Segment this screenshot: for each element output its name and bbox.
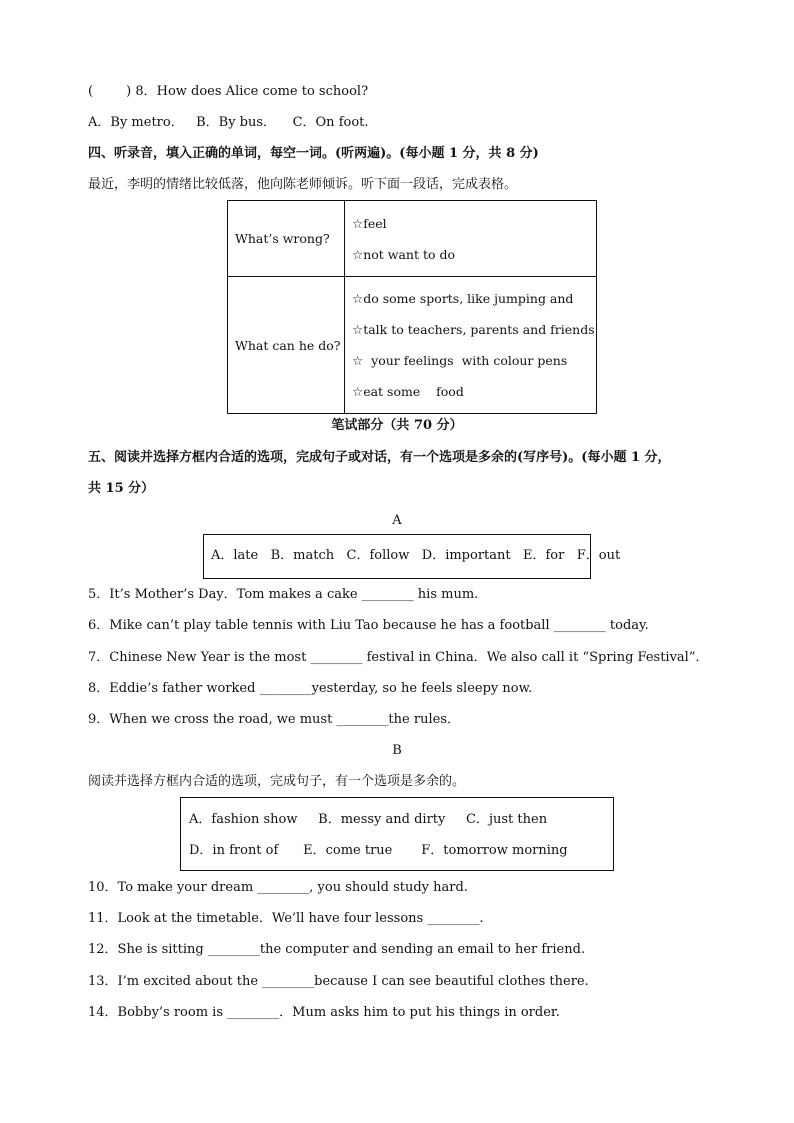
table-question-cell: What can he do? [228,277,345,414]
answer-item: ☆feel [352,215,387,231]
answer-item: ☆not want to do [352,246,456,262]
part-b-label: B [392,743,402,758]
answer-item: ☆eat some food [352,384,464,399]
question-8-stem: ( ) 8．How does Alice come to school? [88,84,369,99]
question-14: 14．Bobby’s room is ________．Mum asks him to put his things in order. [88,1005,560,1020]
section5-heading-line1: 五、阅读并选择方框内合适的选项，完成句子或对话，有一个选项是多余的(写序号)。(每小题 1 分， [88,450,671,465]
question-8-options: A．By metro． B．By bus． C．On foot. [88,115,369,130]
table-row [228,201,597,277]
question-13: 13．I’m excited about the ________because I can see beautiful clothes there. [88,974,589,989]
question-6: 6．Mike can’t play table tennis with Liu Tao because he has a football ________ today. [88,618,649,633]
question-9: 9．When we cross the road, we must ________the rules． [88,712,460,727]
part-b-options-box [180,797,614,871]
table-answer-cell [345,277,597,414]
written-section-title: 笔试部分（共 70 分） [331,418,463,433]
part-b-options-line2: D．in front of E．come true F．tomorrow morning [189,843,568,858]
table-row [228,277,597,414]
answer-item: ☆ your feelings with colour pens [352,353,568,368]
section5-heading-line2: 共 15 分） [88,481,155,496]
question-12: 12．She is sitting ________the computer and sending an email to her friend. [88,942,586,957]
table-answer-cell [345,201,597,277]
listening-table [227,200,597,414]
question-7: 7．Chinese New Year is the most ________ festival in China．We also call it “Spring Festival”． [88,650,709,665]
part-a-label: A [392,513,402,528]
section4-heading: 四、听录音，填入正确的单词，每空一词。(听两遍)。(每小题 1 分，共 8 分) [88,146,539,161]
answer-item: ☆talk to teachers, parents and friends [352,322,595,337]
part-b-intro: 阅读并选择方框内合适的选项，完成句子，有一个选项是多余的。 [88,774,466,789]
section4-intro: 最近，李明的情绪比较低落，他向陈老师倾诉。听下面一段话，完成表格。 [88,177,518,192]
part-a-options: A．late B．match C．follow D．important E．for F．out [211,548,621,563]
part-a-options-box [203,534,621,579]
table-question-cell: What’s wrong? [228,201,345,277]
question-11: 11．Look at the timetable．We’ll have four lessons ________. [88,911,484,926]
question-8-fill: 8．Eddie’s father worked ________yesterday, so he feels sleepy now. [88,681,533,696]
question-10: 10．To make your dream ________, you should study hard. [88,880,468,895]
part-b-options-line1: A．fashion show B．messy and dirty C．just then [189,812,548,827]
answer-item: ☆do some sports, like jumping and [352,291,574,306]
question-5: 5．It’s Mother’s Day．Tom makes a cake ________ his mum. [88,587,479,602]
